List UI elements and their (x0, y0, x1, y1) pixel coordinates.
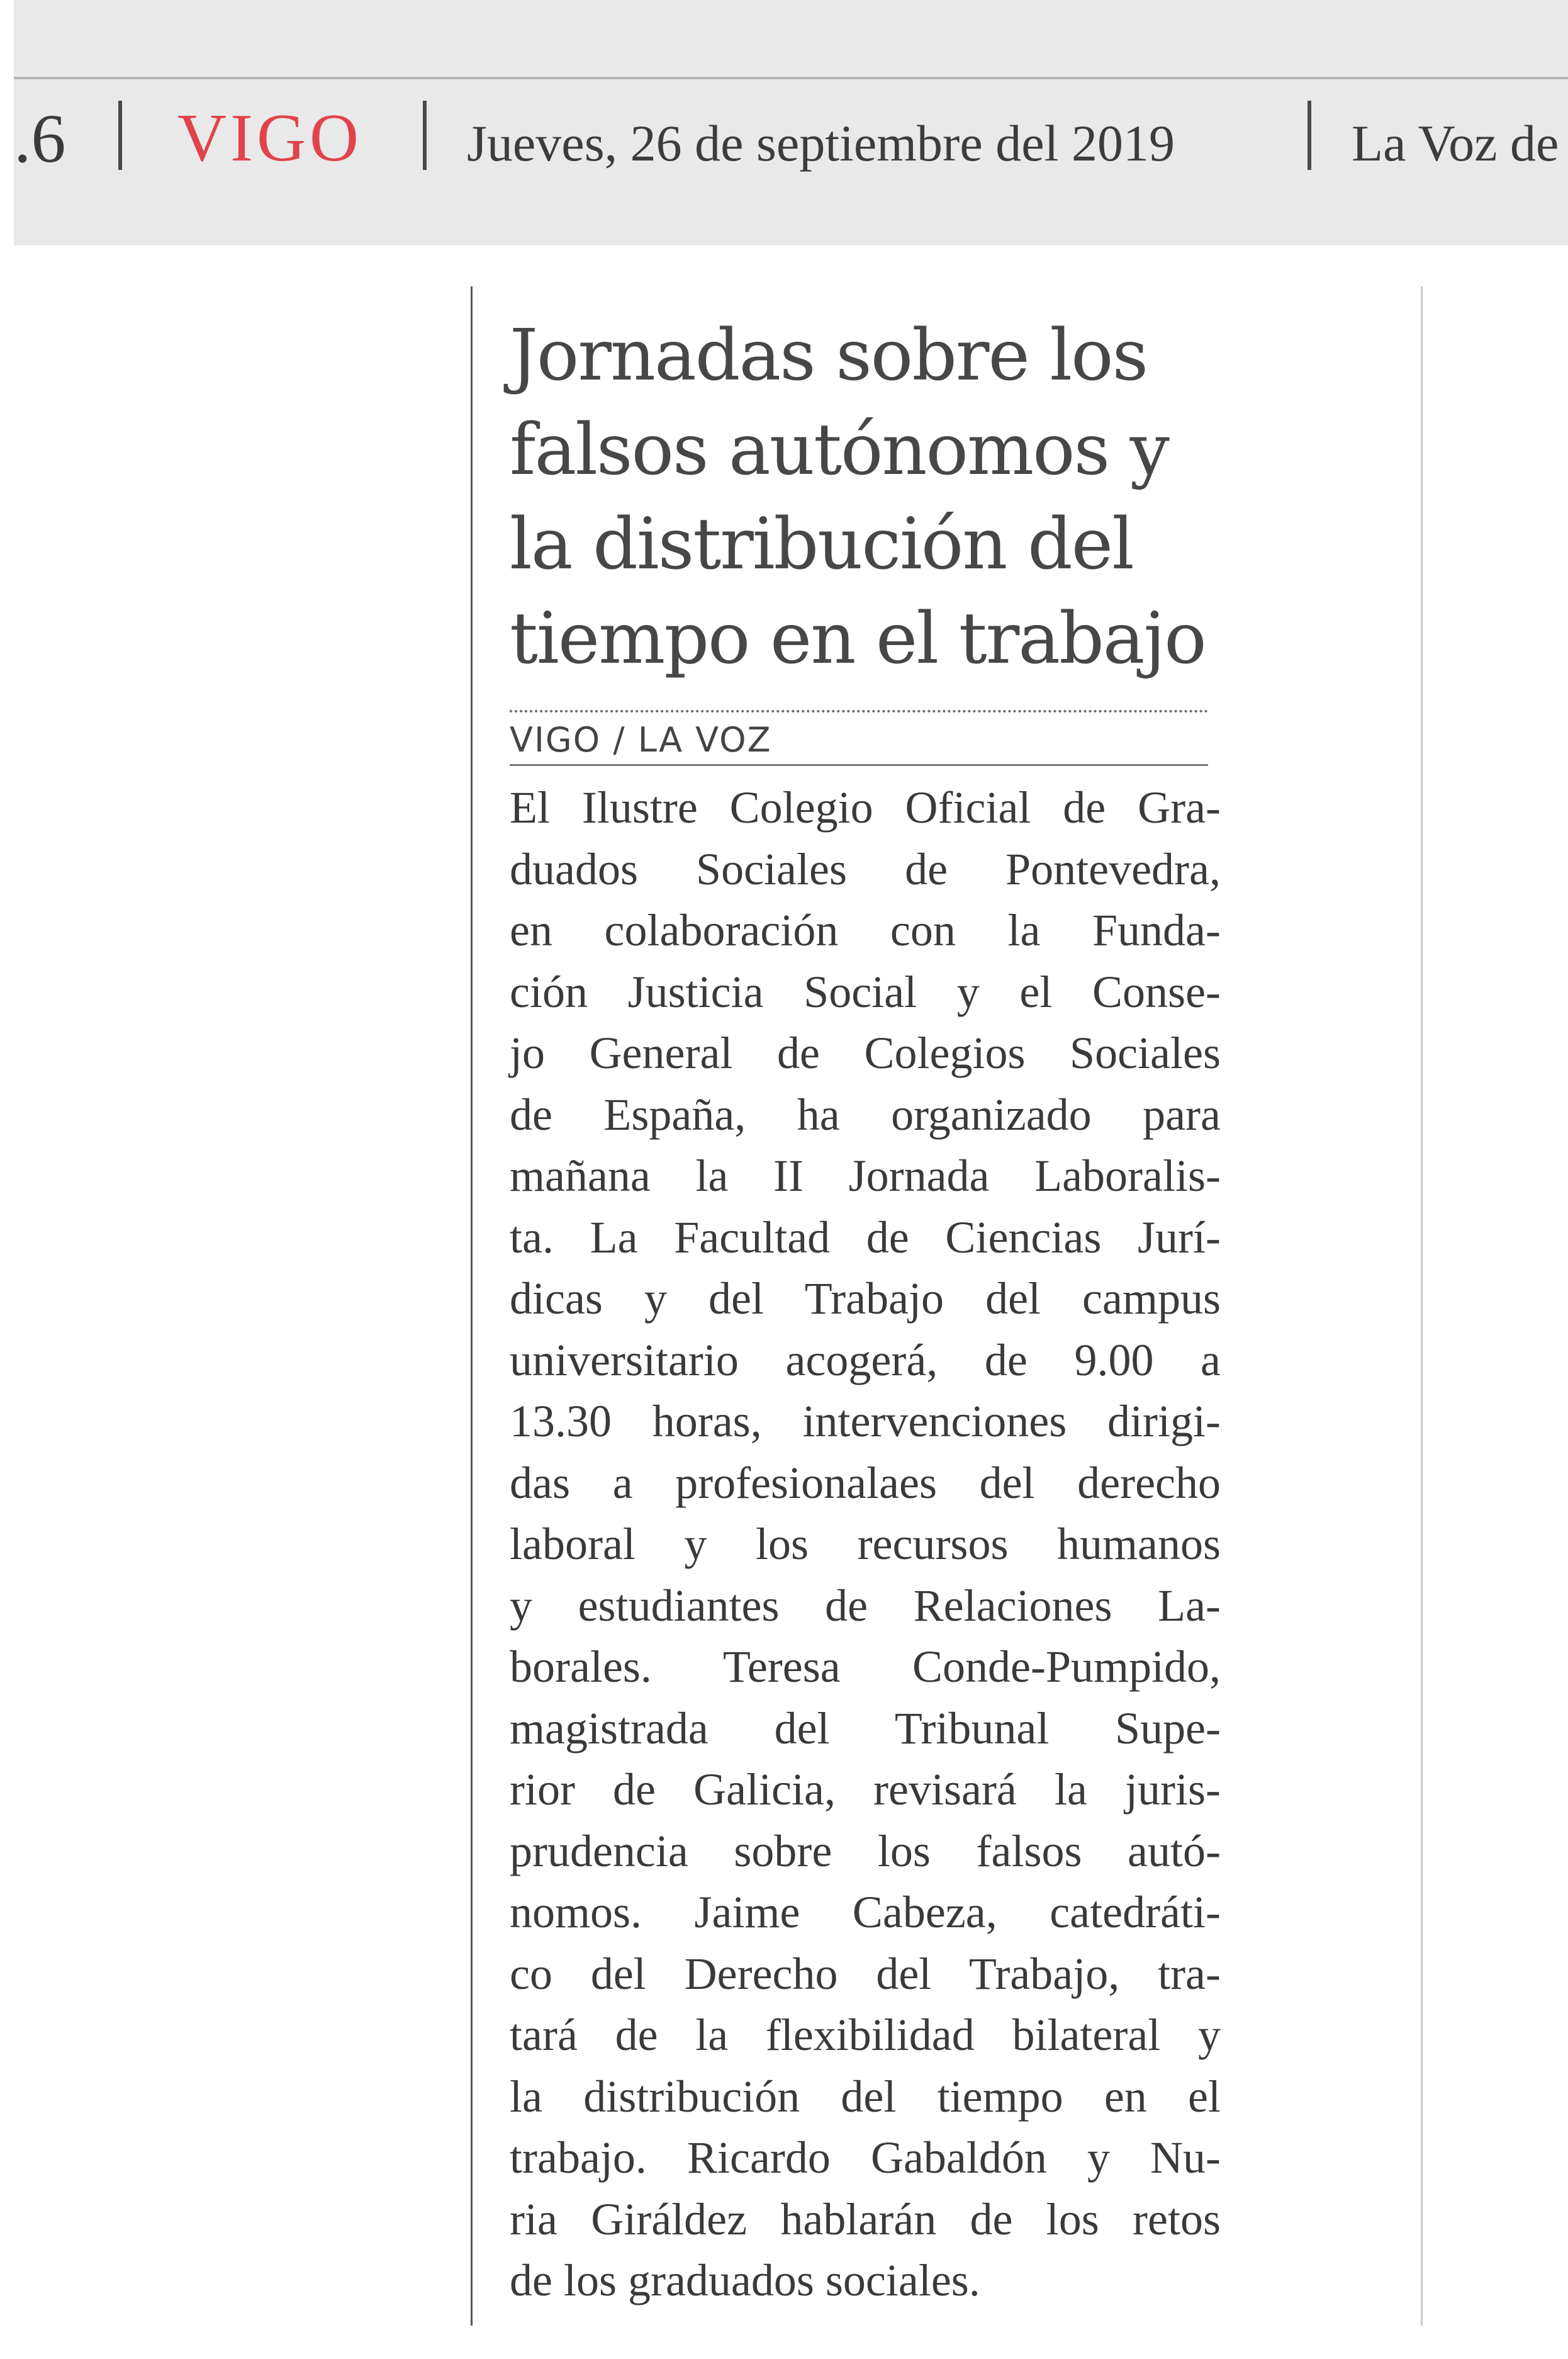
body-line: magistrada del Tribunal Supe- (510, 1703, 1221, 1754)
body-line: universitario acogerá, de 9.00 a (510, 1334, 1221, 1385)
headline-line: la distribución del (510, 504, 1133, 585)
header-rule (14, 77, 1568, 79)
body-line: prudencia sobre los falsos autó- (510, 1825, 1221, 1876)
body-line: ta. La Facultad de Ciencias Jurí- (510, 1212, 1221, 1263)
headline-line: falsos autónomos y (510, 409, 1168, 491)
body-line: la distribución del tiempo en el (510, 2071, 1221, 2122)
body-line: mañana la II Jornada Laboralis- (510, 1151, 1221, 1201)
article-headline (510, 308, 1221, 686)
column-rule-left (471, 286, 473, 2326)
headline-line: Jornadas sobre los (510, 315, 1148, 397)
page-number: .6 (14, 100, 66, 177)
body-line: das a profesionalaes del derecho (510, 1457, 1221, 1508)
body-line: de los graduados sociales. (510, 2255, 980, 2306)
body-line: dicas y del Trabajo del campus (510, 1273, 1221, 1324)
body-line: borales. Teresa Conde-Pumpido, (510, 1641, 1221, 1692)
body-line: rior de Galicia, revisará la juris- (510, 1764, 1221, 1815)
issue-date: Jueves, 26 de septiembre del 2019 (467, 115, 1175, 172)
body-line: duados Sociales de Pontevedra, (510, 843, 1221, 894)
article-byline: VIGO / LA VOZ (510, 712, 1208, 766)
body-line: laboral y los recursos humanos (510, 1519, 1221, 1569)
body-line: y estudiantes de Relaciones La- (510, 1580, 1221, 1631)
body-line: El Ilustre Colegio Oficial de Gra- (510, 782, 1221, 833)
page-header (0, 94, 1568, 189)
news-article (510, 308, 1221, 2312)
body-line: ción Justicia Social y el Conse- (510, 966, 1221, 1017)
body-line: en colaboración con la Funda- (510, 905, 1221, 955)
header-divider (1308, 101, 1311, 170)
publication-name: La Voz de (1352, 115, 1559, 172)
header-divider (118, 101, 122, 170)
body-line: tará de la flexibilidad bilateral y (510, 2010, 1221, 2060)
body-line: trabajo. Ricardo Gabaldón y Nu- (510, 2132, 1221, 2183)
body-line: jo General de Colegios Sociales (510, 1028, 1221, 1078)
body-line: ria Giráldez hablarán de los retos (510, 2193, 1221, 2244)
article-body (510, 777, 1221, 2312)
body-line: de España, ha organizado para (510, 1089, 1221, 1140)
header-divider (423, 101, 427, 170)
column-rule-right (1421, 286, 1423, 2326)
section-name: VIGO (177, 101, 362, 176)
headline-line: tiempo en el trabajo (510, 598, 1206, 680)
body-line: co del Derecho del Trabajo, tra- (510, 1948, 1221, 1999)
body-line: 13.30 horas, intervenciones dirigi- (510, 1396, 1221, 1446)
body-line: nomos. Jaime Cabeza, catedráti- (510, 1887, 1221, 1937)
